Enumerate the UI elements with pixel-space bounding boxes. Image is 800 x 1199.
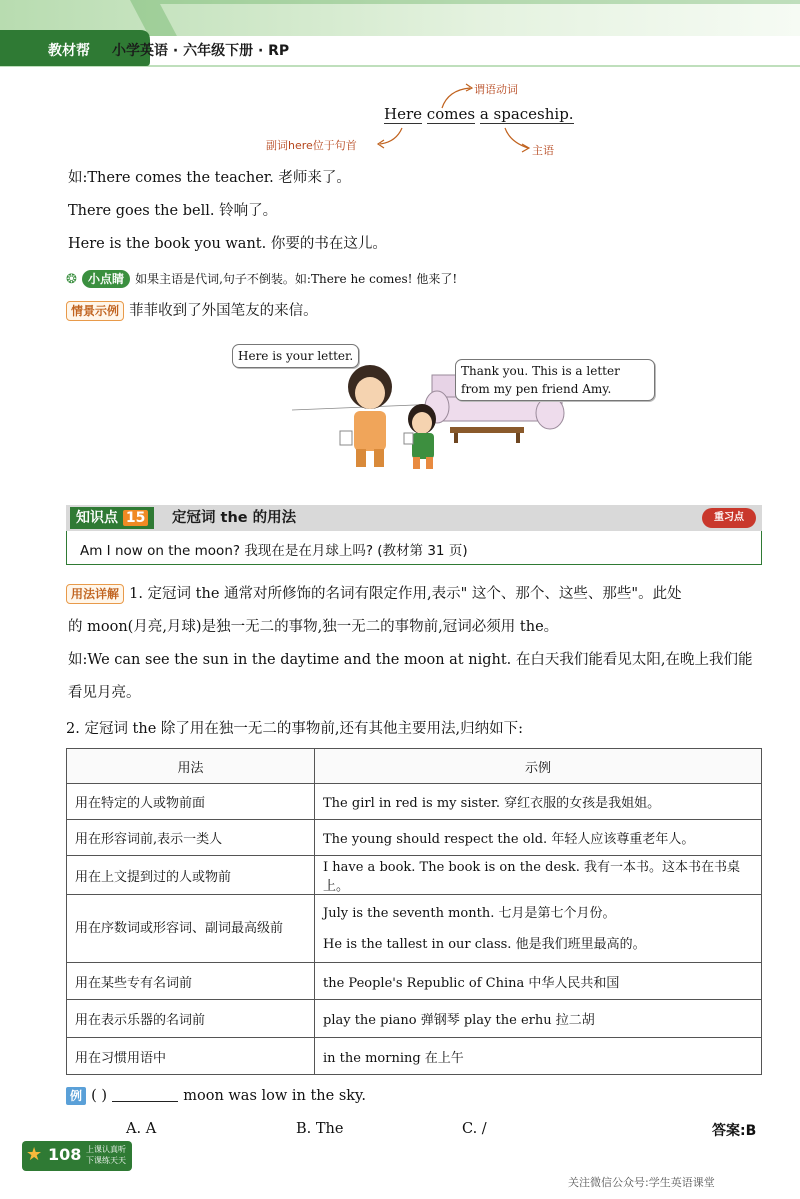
scene-row — [66, 300, 318, 322]
section-bar — [66, 505, 762, 531]
table-example-line: He is the tallest in our class. 他是我们班里最高的。 — [323, 936, 646, 952]
usage-para3: 2. 定冠词 the 除了用在独一无二的事物前,还有其他主要用法,归纳如下: — [66, 721, 524, 737]
table-cell-example: The girl in red is my sister. 穿红衣服的女孩是我姐姐。 — [315, 784, 762, 820]
table-header-usage: 用法 — [67, 749, 315, 784]
usage-para2-a: 如:We can see the sun in the daytime and the moon at night. 在白天我们能看见太阳,在晚上我们能 — [68, 652, 753, 668]
table-cell-usage: 用在习惯用语中 — [67, 1038, 315, 1075]
note-verb: 谓语动词 — [474, 83, 518, 96]
table-row — [67, 963, 762, 1000]
table-cell-example: in the morning 在上午 — [315, 1038, 762, 1075]
example-line-1: 如:There comes the teacher. 老师来了。 — [68, 170, 351, 186]
scene-label: 情景示例 — [66, 301, 124, 321]
table-cell-usage: 用在形容词前,表示一类人 — [67, 820, 315, 856]
watermark: 关注微信公众号:学生英语课堂 — [568, 1176, 715, 1189]
section-number: 15 — [123, 510, 148, 526]
diagram-word-subject: a spaceship. — [479, 105, 574, 123]
table-cell-example — [315, 895, 762, 963]
section-quote: Am I now on the moon? 我现在是在月球上吗? (教材第 31 页) — [80, 543, 468, 559]
tip-label: 小点睛 — [82, 270, 130, 288]
book-title: 小学英语 · 六年级下册 · RP — [112, 43, 290, 59]
table-cell-usage: 用在特定的人或物前面 — [67, 784, 315, 820]
usage-para2-b: 看见月亮。 — [68, 685, 141, 701]
note-subject: 主语 — [532, 144, 554, 157]
option-a[interactable]: A. A — [126, 1121, 157, 1137]
section-badge: 重习点 — [702, 508, 756, 528]
table-cell-example: play the piano 弹钢琴 play the erhu 拉二胡 — [315, 1000, 762, 1038]
note-adverb: 副词here位于句首 — [266, 139, 357, 152]
section-title: 定冠词 the 的用法 — [172, 510, 297, 526]
table-row — [67, 820, 762, 856]
bulb-icon: ❂ — [66, 272, 77, 287]
page-number-badge — [22, 1141, 132, 1171]
bubble-right: Thank you. This is a letter from my pen friend Amy. — [455, 359, 655, 401]
table-header-row — [67, 749, 762, 784]
table-header-examples: 示例 — [315, 749, 762, 784]
page-number: 108 — [48, 1145, 82, 1164]
section-label-text: 知识点 — [76, 510, 118, 526]
star-icon: ★ — [26, 1144, 43, 1165]
tip-text: 如果主语是代词,句子不倒装。如:There he comes! 他来了! — [135, 272, 458, 286]
exercise-paren: ( ) — [91, 1088, 108, 1104]
diagram-word-comes: comes — [426, 105, 476, 123]
usage-label: 用法详解 — [66, 584, 124, 604]
tip-row — [66, 268, 457, 288]
bubble-left: Here is your letter. — [232, 344, 359, 368]
option-b[interactable]: B. The — [296, 1121, 344, 1137]
table-row — [67, 1000, 762, 1038]
brand-label: 教材帮 — [48, 43, 90, 59]
table-cell-example: I have a book. The book is on the desk. 我有一本书。这本书在书桌上。 — [315, 856, 762, 895]
exercise-answer: 答案:B — [712, 1123, 757, 1139]
table-cell-usage: 用在序数词或形容词、副词最高级前 — [67, 895, 315, 963]
usage-table — [66, 748, 762, 1075]
example-line-3: Here is the book you want. 你要的书在这儿。 — [68, 236, 387, 252]
usage-para1-a: 1. 定冠词 the 通常对所修饰的名词有限定作用,表示" 这个、那个、这些、那些"。此处 — [129, 586, 682, 602]
diagram-word-here: Here — [384, 105, 423, 123]
table-row — [67, 1038, 762, 1075]
usage-row-1 — [66, 583, 682, 605]
table-cell-example: The young should respect the old. 年轻人应该尊重老年人。 — [315, 820, 762, 856]
scene-text: 菲菲收到了外国笔友的来信。 — [129, 303, 318, 319]
section-label — [70, 507, 154, 529]
option-c[interactable]: C. / — [462, 1121, 487, 1137]
exercise-stem: moon was low in the sky. — [183, 1088, 366, 1104]
exercise-row — [66, 1085, 366, 1107]
footer-slogan-2: 下课练天天 — [86, 1156, 126, 1165]
footer-slogan-1: 上课认真听 — [86, 1145, 126, 1154]
exercise-blank[interactable] — [112, 1087, 178, 1102]
table-row — [67, 895, 762, 963]
table-cell-usage: 用在表示乐器的名词前 — [67, 1000, 315, 1038]
exercise-label: 例 — [66, 1087, 86, 1105]
table-cell-usage: 用在某些专有名词前 — [67, 963, 315, 1000]
table-example-line: July is the seventh month. 七月是第七个月份。 — [323, 905, 616, 921]
table-cell-example: the People's Republic of China 中华人民共和国 — [315, 963, 762, 1000]
table-cell-usage: 用在上文提到过的人或物前 — [67, 856, 315, 895]
table-row — [67, 856, 762, 895]
table-row — [67, 784, 762, 820]
usage-para1-b: 的 moon(月亮,月球)是独一无二的事物,独一无二的事物前,冠词必须用 the。 — [68, 619, 559, 635]
example-line-2: There goes the bell. 铃响了。 — [68, 203, 278, 219]
